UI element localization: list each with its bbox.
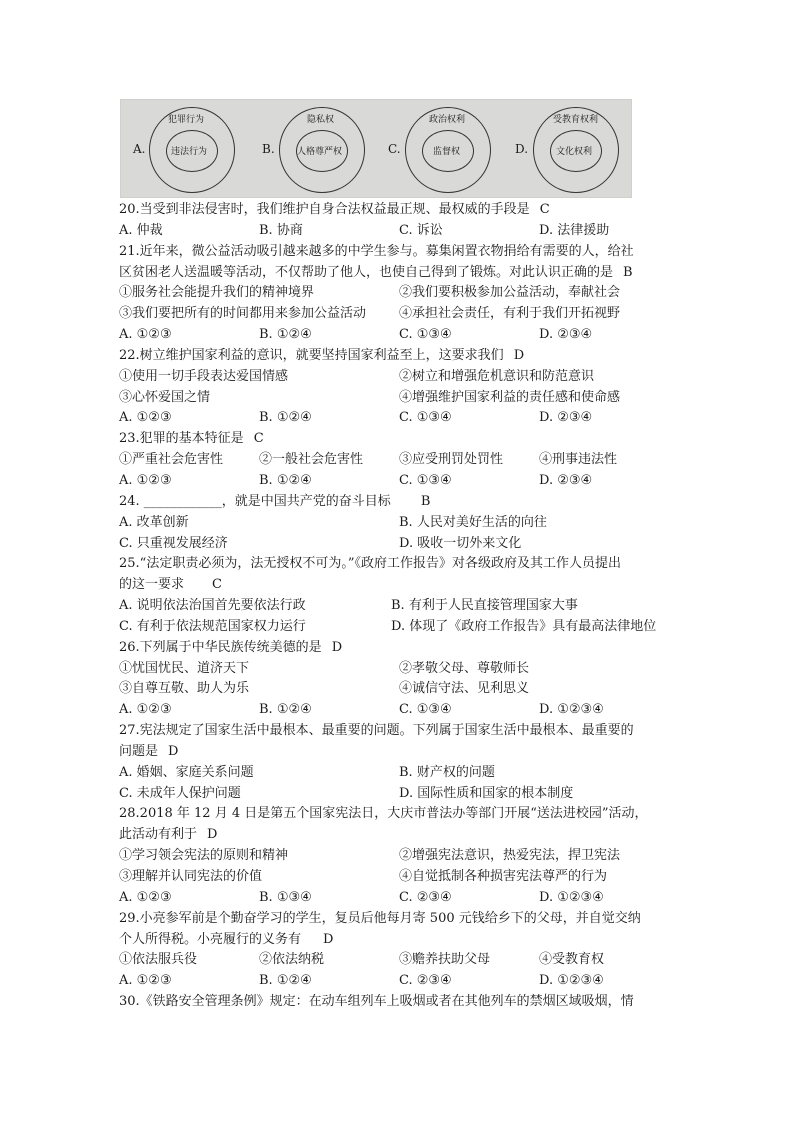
statement-3: ③自尊互敬、助人为乐 (119, 681, 250, 697)
option-row (119, 700, 689, 721)
option-a: A. 婚姻、家庭关系问题 (119, 764, 254, 780)
statement-1: ①服务社会能提升我们的精神境界 (119, 285, 315, 301)
statement-1: ①学习领会宪法的原则和精神 (119, 848, 289, 864)
statement-4: ④承担社会责任，有利于我们开拓视野 (399, 306, 621, 322)
statement-row (119, 950, 689, 971)
question-list (119, 200, 689, 1013)
option-a: A. ①②③ (119, 889, 172, 905)
option-a: A. ①②③ (119, 973, 172, 989)
option-row (119, 221, 689, 242)
option-row (119, 784, 689, 805)
option-c: C. ②③④ (399, 889, 452, 905)
statement-3: ③理解并认同宪法的价值 (119, 869, 263, 884)
option-row (119, 617, 689, 638)
option-b: B. ①②④ (259, 327, 312, 343)
question-stem-continued: 此活动有利于 D (119, 827, 218, 843)
option-c: C. ①③④ (399, 472, 452, 488)
option-d: D. 体现了《政府工作报告》具有最高法律地位 (391, 618, 657, 634)
option-d: D. 法律援助 (539, 222, 610, 238)
inner-label: 违法行为 (171, 147, 208, 157)
statement-1: ①忧国忧民、道济天下 (119, 660, 250, 676)
options-figure (120, 99, 632, 198)
option-row (119, 596, 689, 617)
option-b: B. 人民对美好生活的向往 (399, 514, 547, 530)
option-a: A. ①②③ (119, 472, 172, 488)
option-row (119, 325, 689, 346)
statement-2: ②依法纳税 (259, 952, 325, 968)
statement-1: ①严重社会危害性 (119, 452, 224, 468)
statement-row (119, 846, 689, 867)
question-stem: 29.小亮参军前是个勤奋学习的学生，复员后他每月寄 500 元钱给乡下的父母，并自觉交纳 (119, 910, 641, 926)
answer-key: D (323, 931, 334, 947)
figure-option-a (121, 100, 249, 197)
outer-label: 犯罪行为 (168, 115, 205, 125)
outer-label: 受教育权利 (553, 115, 599, 125)
option-letter: D. (515, 142, 529, 156)
statement-1: ①使用一切手段表达爱国情感 (119, 368, 289, 384)
statement-1: ①依法服兵役 (119, 952, 198, 968)
statement-row (119, 679, 689, 700)
statement-3: ③我们要把所有的时间都用来参加公益活动 (119, 306, 367, 322)
question-stem-continued: 的这一要求 C (119, 577, 222, 593)
option-c: C. 诉讼 (399, 222, 443, 238)
option-b: B. ①②④ (259, 472, 312, 488)
question-stem: 20.当受到非法侵害时，我们维护自身合法权益最正规、最权威的手段是 C (119, 202, 550, 217)
answer-key: D (207, 827, 218, 843)
option-row (119, 471, 689, 492)
option-b: B. ①③④ (259, 889, 312, 905)
statement-row (119, 450, 689, 471)
option-b: B. ①②④ (259, 410, 312, 426)
statement-3: ③心怀爱国之情 (119, 389, 211, 405)
option-b: B. ①②④ (259, 702, 312, 718)
statement-row (119, 659, 689, 680)
answer-key: D (331, 639, 343, 655)
option-row (119, 971, 689, 992)
statement-row (119, 388, 689, 409)
question-stem-continued: 个人所得税。小亮履行的义务有 D (119, 931, 334, 947)
option-d: D. 吸收一切外来文化 (399, 535, 522, 551)
option-b: B. 协商 (259, 222, 303, 238)
statement-row (119, 283, 689, 304)
question-stem: 24. ____________，就是中国共产党的奋斗目标 B (119, 493, 431, 509)
option-letter: A. (133, 142, 146, 156)
option-row (119, 534, 689, 555)
option-d: D. ①②③④ (539, 973, 604, 989)
option-b: B. ①②④ (259, 973, 312, 989)
option-c: C. 未成年人保护问题 (119, 785, 241, 801)
statement-4: ④增强维护国家利益的责任感和使命感 (399, 389, 621, 405)
inner-label: 文化权利 (556, 147, 593, 157)
option-d: D. ②③④ (539, 327, 593, 343)
question-stem: 22.树立维护国家利益的意识，就要坚持国家利益至上，这要求我们 D (119, 347, 525, 363)
answer-key: D (168, 743, 179, 759)
option-row (119, 763, 689, 784)
inner-label: 监督权 (433, 147, 461, 157)
statement-row (119, 367, 689, 388)
question-stem-continued: 区贫困老人送温暖等活动，不仅帮助了他人，也使自己得到了锻炼。对此认识正确的是 B (119, 264, 633, 280)
statement-4: ④刑事违法性 (539, 452, 618, 468)
option-c: C. 有利于依法规范国家权力运行 (119, 618, 306, 634)
option-b: B. 有利于人民直接管理国家大事 (391, 598, 578, 614)
statement-2: ②一般社会危害性 (259, 452, 364, 468)
option-a: A. ①②③ (119, 410, 172, 426)
statement-3: ③应受刑罚处罚性 (399, 452, 504, 468)
question-stem-continued: 问题是 D (119, 743, 179, 759)
question-stem: 25.“法定职责必须为，法无授权不可为。”《政府工作报告》对各级政府及其工作人员提出 (119, 556, 621, 572)
question-stem: 27.宪法规定了国家生活中最根本、最重要的问题。下列属于国家生活中最根本、最重要的 (119, 723, 634, 739)
inner-label: 人格尊严权 (297, 147, 343, 157)
option-d: D. ②③④ (539, 410, 593, 426)
option-d: D. ①②③④ (539, 702, 604, 718)
answer-key: D (513, 347, 525, 363)
option-c: C. ①③④ (399, 327, 452, 343)
option-row (119, 888, 689, 909)
statement-4: ④诚信守法、见利思义 (399, 681, 530, 697)
option-b: B. 财产权的问题 (399, 764, 495, 780)
option-a: A. ①②③ (119, 702, 172, 718)
answer-key: B (420, 493, 431, 509)
answer-key: C (212, 577, 222, 593)
option-letter: B. (262, 142, 275, 156)
outer-label: 隐私权 (307, 115, 335, 125)
option-a: A. 说明依法治国首先要依法行政 (119, 598, 306, 614)
option-c: C. ②③④ (399, 973, 452, 989)
question-stem: 28.2018 年 12 月 4 日是第五个国家宪法日，大庆市普法办等部门开展“送法进校园”活动， (119, 806, 648, 822)
figure-option-d (505, 100, 631, 197)
statement-2: ②我们要积极参加公益活动，奉献社会 (399, 285, 621, 301)
question-stem: 26.下列属于中华民族传统美德的是 D (119, 639, 343, 655)
statement-row (119, 867, 689, 888)
figure-option-b (249, 100, 377, 197)
option-d: D. 国际性质和国家的根本制度 (399, 785, 574, 801)
option-c: C. 只重视发展经济 (119, 535, 228, 551)
option-a: A. 改革创新 (119, 514, 189, 530)
option-row (119, 513, 689, 534)
outer-label: 政治权利 (429, 115, 466, 125)
option-d: D. ①②③④ (539, 889, 604, 905)
statement-4: ④自觉抵制各种损害宪法尊严的行为 (399, 869, 608, 884)
statement-row (119, 304, 689, 325)
statement-4: ④受教育权 (539, 952, 605, 968)
answer-key: B (623, 264, 633, 280)
option-letter: C. (388, 142, 401, 156)
figure-option-c (377, 100, 505, 197)
answer-key: C (253, 431, 264, 447)
option-d: D. ②③④ (539, 472, 593, 488)
statement-2: ②孝敬父母、尊敬师长 (399, 660, 530, 676)
statement-2: ②增强宪法意识，热爱宪法，捍卫宪法 (399, 848, 621, 864)
option-a: A. ①②③ (119, 327, 172, 343)
answer-key: C (539, 202, 550, 217)
question-stem: 21.近年来，微公益活动吸引越来越多的中学生参与。募集闲置衣物捐给有需要的人，给社 (119, 243, 634, 259)
option-a: A. 仲裁 (119, 222, 163, 238)
question-stem: 23.犯罪的基本特征是 C (119, 431, 264, 447)
question-stem: 30.《铁路安全管理条例》规定：在动车组列车上吸烟或者在其他列车的禁烟区域吸烟，情 (119, 994, 634, 1010)
statement-2: ②树立和增强危机意识和防范意识 (399, 368, 595, 384)
option-c: C. ①③④ (399, 702, 452, 718)
option-c: C. ①③④ (399, 410, 452, 426)
option-row (119, 408, 689, 429)
statement-3: ③赡养扶助父母 (399, 952, 491, 968)
